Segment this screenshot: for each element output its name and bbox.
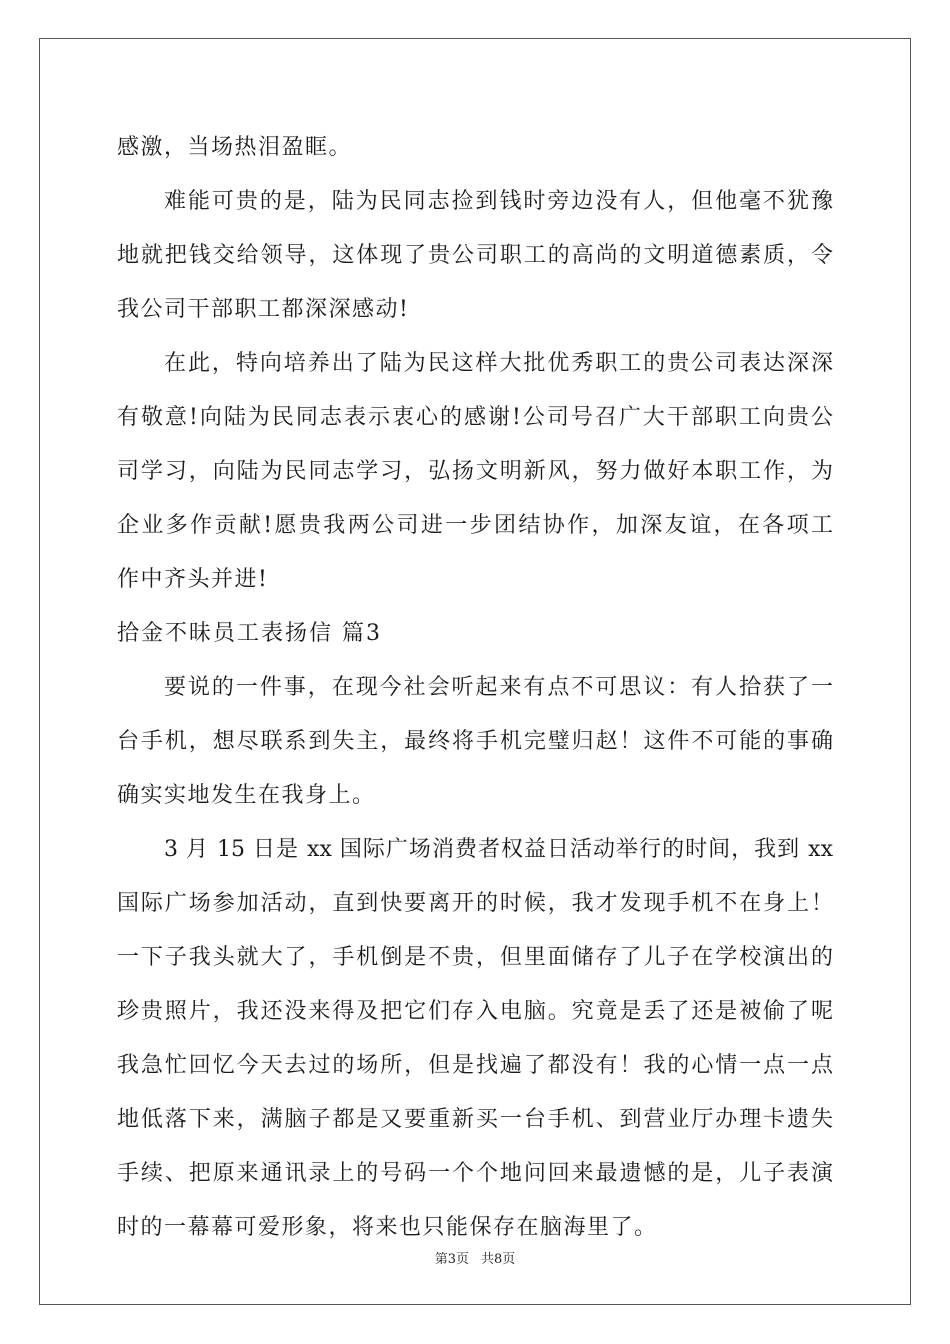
paragraph-group-1: [117, 121, 833, 607]
page-number-total: 共8页: [481, 1252, 516, 1267]
text-line: 国际广场参加活动，直到快要离开的时候，我才发现手机不在身上！: [117, 891, 833, 916]
text-line: 在此，特向培养出了陆为民这样大批优秀职工的贵公司表达深深: [164, 351, 833, 376]
paragraph: [117, 661, 833, 823]
text-line: 一下子我头就大了，手机倒是不贵，但里面储存了儿子在学校演出的: [117, 945, 833, 970]
text-line: 地就把钱交给领导，这体现了贵公司职工的高尚的文明道德素质，令: [117, 243, 833, 268]
text-line: 作中齐头并进!: [117, 567, 269, 592]
text-line: 确实实地发生在我身上。: [117, 783, 376, 808]
text-line: 感激，当场热泪盈眶。: [117, 135, 353, 160]
text-line: 有敬意!向陆为民同志表示衷心的感谢!公司号召广大干部职工向贵公: [117, 405, 833, 430]
paragraph-group-2: [117, 661, 833, 1255]
paragraph: [117, 121, 833, 175]
text-line: 珍贵照片，我还没来得及把它们存入电脑。究竟是丢了还是被偷了呢: [117, 999, 833, 1024]
text-line: 地低落下来，满脑子都是又要重新买一台手机、到营业厅办理卡遗失: [117, 1107, 833, 1132]
text-line: 企业多作贡献!愿贵我两公司进一步团结协作，加深友谊，在各项工: [117, 513, 833, 538]
text-line: 司学习，向陆为民同志学习，弘扬文明新风，努力做好本职工作，为: [117, 459, 833, 484]
text-line: 我公司干部职工都深深感动!: [117, 297, 410, 322]
page-footer: [0, 1248, 950, 1267]
text-line: 3 月 15 日是 xx 国际广场消费者权益日活动举行的时间，我到 xx: [164, 837, 833, 862]
text-line: 难能可贵的是，陆为民同志捡到钱时旁边没有人，但他毫不犹豫: [164, 189, 833, 214]
text-line: 要说的一件事，在现今社会听起来有点不可思议：有人拾获了一: [164, 675, 833, 700]
paragraph: [117, 337, 833, 607]
paragraph: [117, 823, 833, 1255]
document-body: [117, 121, 833, 1255]
text-line: 台手机，想尽联系到失主，最终将手机完璧归赵！这件不可能的事确: [117, 729, 833, 754]
section-heading: 拾金不昧员工表扬信 篇3: [117, 621, 382, 646]
text-line: 手续、把原来通讯录上的号码一个个地问回来最遗憾的是，儿子表演: [117, 1161, 833, 1186]
paragraph: [117, 175, 833, 337]
text-line: 时的一幕幕可爱形象，将来也只能保存在脑海里了。: [117, 1215, 658, 1240]
page-number-current: 第3页: [434, 1252, 469, 1267]
text-line: 我急忙回忆今天去过的场所，但是找遍了都没有！我的心情一点一点: [117, 1053, 833, 1078]
